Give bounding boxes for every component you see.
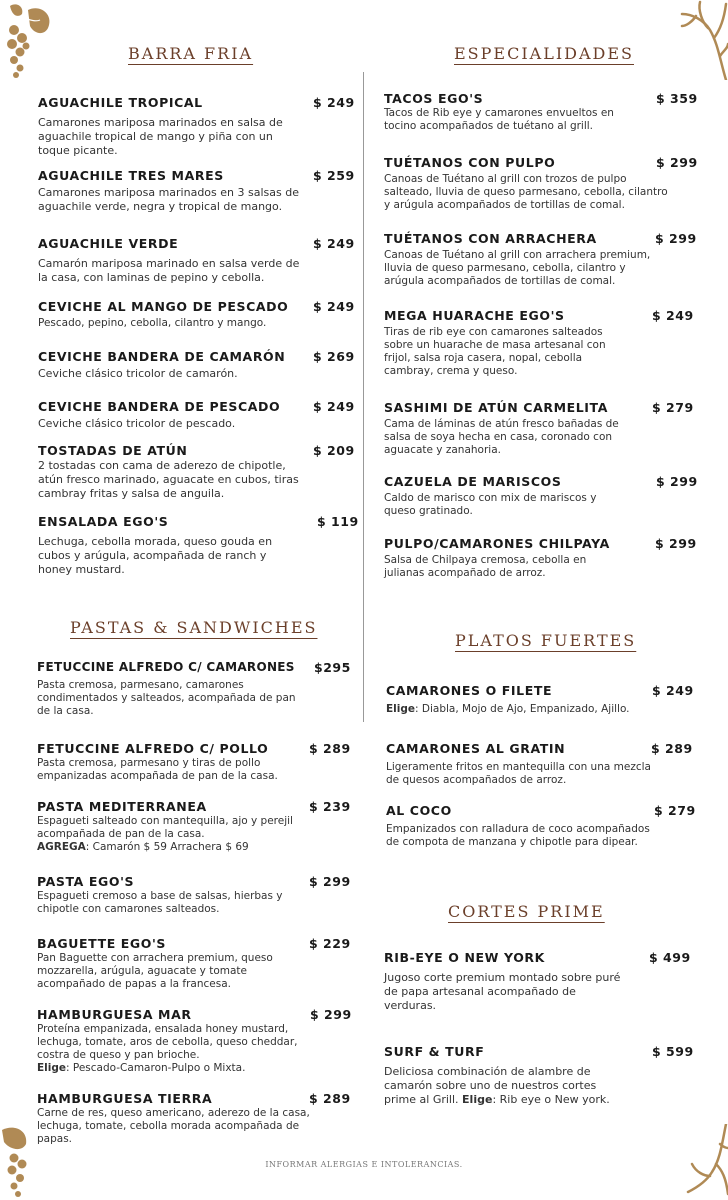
item-description-text: Deliciosa combinación de alambre de camarón sobre uno de nuestros cortes prime al Grill. <box>384 1065 597 1106</box>
item-price: $ 269 <box>313 349 355 364</box>
item-description: Salsa de Chilpaya cremosa, cebolla en julianas acompañado de arroz. <box>384 554 587 579</box>
item-price: $ 239 <box>309 799 351 814</box>
item-description: Espagueti cremoso a base de salsas, hierbas y chipotle con camarones salteados. <box>37 890 283 915</box>
item-description: Jugoso corte premium montado sobre puré de papa artesanal acompañado de verduras. <box>384 971 621 1012</box>
menu-item <box>384 308 699 378</box>
item-name: ENSALADA EGO'S <box>38 514 169 529</box>
menu-item <box>384 950 696 1013</box>
addon-label: AGREGA <box>37 841 86 853</box>
item-name: AGUACHILE TRES MARES <box>38 168 224 183</box>
item-description: Pasta cremosa, parmesano y tiras de pollo empanizadas acompañada de pan de la casa. <box>37 757 278 782</box>
item-price: $ 599 <box>652 1044 694 1059</box>
item-name: MEGA HUARACHE EGO'S <box>384 308 565 323</box>
item-price: $ 119 <box>317 514 359 529</box>
allergy-notice: INFORMAR ALERGIAS E INTOLERANCIAS. <box>265 1160 463 1169</box>
item-name: HAMBURGUESA TIERRA <box>37 1091 213 1106</box>
item-name: TOSTADAS DE ATÚN <box>38 443 188 458</box>
menu-item <box>38 95 355 158</box>
item-description: Camarones mariposa marinados en 3 salsas de aguachile verde, negra y tropical de mango. <box>38 186 299 213</box>
item-name: PASTA MEDITERRANEA <box>37 799 207 814</box>
item-description: Ligeramente fritos en mantequilla con una mezcla de quesos acompañados de arroz. <box>386 761 651 786</box>
item-addon <box>37 841 352 854</box>
item-name: CEVICHE AL MANGO DE PESCADO <box>38 299 289 314</box>
item-name: BAGUETTE EGO'S <box>37 936 167 951</box>
menu-item <box>384 91 699 133</box>
item-description <box>384 1065 629 1107</box>
item-description: Tiras de rib eye con camarones salteados sobre un huarache de masa artesanal con frijol, salsa roja casera, nopal, cebolla cambray, crema y queso. <box>384 326 606 377</box>
item-description: Proteína empanizada, ensalada honey mustard, lechuga, tomate, aros de cebolla, queso cheddar, costra de queso y pan brioche. <box>37 1023 298 1061</box>
item-name: CAZUELA DE MARISCOS <box>384 474 562 489</box>
item-price: $ 289 <box>651 741 693 756</box>
item-addon <box>37 1062 352 1075</box>
item-name: TACOS EGO'S <box>384 91 484 106</box>
item-price: $ 209 <box>313 443 355 458</box>
menu-item <box>386 683 698 716</box>
item-description: Caldo de marisco con mix de mariscos y queso gratinado. <box>384 492 597 517</box>
item-name: TUÉTANOS CON PULPO <box>384 155 556 170</box>
item-price: $ 299 <box>655 536 697 551</box>
menu-item <box>384 536 699 580</box>
item-price: $ 299 <box>655 231 697 246</box>
item-description: Canoas de Tuétano al grill con trozos de pulpo salteado, lluvia de queso parmesano, cebolla, cilantro y arúgula acompañados de tortillas de comal. <box>384 173 668 211</box>
menu-item <box>37 936 352 991</box>
item-name: HAMBURGUESA MAR <box>37 1007 192 1022</box>
menu-item <box>38 514 359 577</box>
addon-text: : Camarón $ 59 Arrachera $ 69 <box>85 841 249 853</box>
item-price: $ 249 <box>652 308 694 323</box>
branch-ornament-top-right <box>680 0 728 80</box>
heading-platos-fuertes: PLATOS FUERTES <box>455 631 637 650</box>
item-price: $ 299 <box>656 155 698 170</box>
item-description: Pasta cremosa, parmesano, camarones condimentados y salteados, acompañada de pan de la casa. <box>37 679 296 717</box>
item-description: Espagueti salteado con mantequilla, ajo y perejil acompañada de pan de la casa. <box>37 815 293 840</box>
item-price: $295 <box>314 660 351 675</box>
menu-item <box>38 399 355 431</box>
item-name: FETUCCINE ALFREDO C/ CAMARONES <box>37 660 295 674</box>
menu-item <box>37 1091 352 1146</box>
item-description: Empanizados con ralladura de coco acompañados de compota de manzana y chipotle para dipear. <box>386 823 650 848</box>
addon-text: : Rib eye o New york. <box>492 1093 610 1106</box>
item-name: TUÉTANOS CON ARRACHERA <box>384 231 597 246</box>
item-description: Camarón mariposa marinado en salsa verde de la casa, con laminas de pepino y cebolla. <box>38 257 300 284</box>
menu-item <box>37 1007 352 1075</box>
item-name: CEVICHE BANDERA DE PESCADO <box>38 399 281 414</box>
item-name: CAMARONES AL GRATIN <box>386 741 566 756</box>
item-name: SASHIMI DE ATÚN CARMELITA <box>384 400 608 415</box>
item-price: $ 359 <box>656 91 698 106</box>
addon-text: : Pescado-Camaron-Pulpo o Mixta. <box>66 1062 246 1074</box>
item-name: AL COCO <box>386 803 452 818</box>
item-price: $ 299 <box>310 1007 352 1022</box>
item-description: Canoas de Tuétano al grill con arrachera premium, lluvia de queso parmesano, cebolla, cilantro y arúgula acompañados de tortillas de comal. <box>384 249 651 287</box>
item-price: $ 279 <box>652 400 694 415</box>
item-name: SURF & TURF <box>384 1044 485 1059</box>
menu-item <box>386 803 698 849</box>
item-description: Ceviche clásico tricolor de pescado. <box>38 417 236 430</box>
item-name: RIB-EYE O NEW YORK <box>384 950 545 965</box>
item-description: Carne de res, queso americano, aderezo de la casa, lechuga, tomate, cebolla morada acompañada de papas. <box>37 1107 310 1145</box>
menu-item <box>38 168 355 214</box>
item-price: $ 249 <box>313 299 355 314</box>
item-description: Pescado, pepino, cebolla, cilantro y mango. <box>38 317 267 329</box>
column-divider <box>363 72 364 722</box>
grape-vine-ornament-top-left <box>0 0 58 82</box>
item-price: $ 259 <box>313 168 355 183</box>
menu-item <box>38 236 355 285</box>
item-price: $ 249 <box>313 95 355 110</box>
item-name: FETUCCINE ALFREDO C/ POLLO <box>37 741 269 756</box>
menu-item <box>386 741 698 787</box>
menu-item <box>37 874 352 916</box>
menu-item <box>384 474 699 518</box>
item-price: $ 249 <box>313 236 355 251</box>
addon-label: Elige <box>462 1093 493 1106</box>
item-description: Camarones mariposa marinados en salsa de aguachile tropical de mango y piña con un toque picante. <box>38 116 283 157</box>
menu-item <box>37 741 352 783</box>
item-price: $ 289 <box>309 741 351 756</box>
item-description: 2 tostadas con cama de aderezo de chipotle, atún fresco marinado, aguacate en cubos, tiras cambray fritas y salsa de anguila. <box>38 459 299 500</box>
menu-item <box>384 1044 696 1107</box>
item-price: $ 229 <box>309 936 351 951</box>
menu-item <box>37 660 352 718</box>
item-name: PASTA EGO'S <box>37 874 135 889</box>
item-description: Pan Baguette con arrachera premium, queso mozzarella, arúgula, aguacate y tomate acompañado de papas a la francesa. <box>37 952 273 990</box>
menu-item <box>384 400 699 457</box>
heading-cortes-prime: CORTES PRIME <box>448 902 605 921</box>
item-name: CAMARONES O FILETE <box>386 683 553 698</box>
menu-item <box>38 443 355 501</box>
menu-item <box>384 231 699 288</box>
item-price: $ 299 <box>309 874 351 889</box>
item-addon <box>386 703 698 716</box>
item-name: AGUACHILE TROPICAL <box>38 95 203 110</box>
heading-pastas-sandwiches: PASTAS & SANDWICHES <box>70 618 318 637</box>
addon-label: Elige <box>37 1062 67 1074</box>
item-description: Lechuga, cebolla morada, queso gouda en cubos y arúgula, acompañada de ranch y honey mustard. <box>38 535 273 576</box>
menu-item <box>384 155 699 212</box>
item-description: Cama de láminas de atún fresco bañadas de salsa de soya hecha en casa, coronado con aguacate y zanahoria. <box>384 418 619 456</box>
addon-label: Elige <box>386 703 416 715</box>
item-description: Tacos de Rib eye y camarones envueltos en tocino acompañados de tuétano al grill. <box>384 107 614 132</box>
item-price: $ 299 <box>656 474 698 489</box>
menu-item <box>38 299 355 330</box>
item-price: $ 499 <box>649 950 691 965</box>
heading-barra-fria: BARRA FRIA <box>128 44 254 63</box>
menu-item <box>37 799 352 854</box>
menu-item <box>38 349 355 381</box>
item-name: CEVICHE BANDERA DE CAMARÓN <box>38 349 286 364</box>
item-name: AGUACHILE VERDE <box>38 236 179 251</box>
heading-especialidades: ESPECIALIDADES <box>454 44 634 63</box>
item-price: $ 249 <box>313 399 355 414</box>
item-name: PULPO/CAMARONES CHILPAYA <box>384 536 610 551</box>
item-description: Ceviche clásico tricolor de camarón. <box>38 367 238 380</box>
item-price: $ 279 <box>654 803 696 818</box>
addon-text: : Diabla, Mojo de Ajo, Empanizado, Ajillo. <box>415 703 630 715</box>
item-price: $ 289 <box>309 1091 351 1106</box>
item-price: $ 249 <box>652 683 694 698</box>
